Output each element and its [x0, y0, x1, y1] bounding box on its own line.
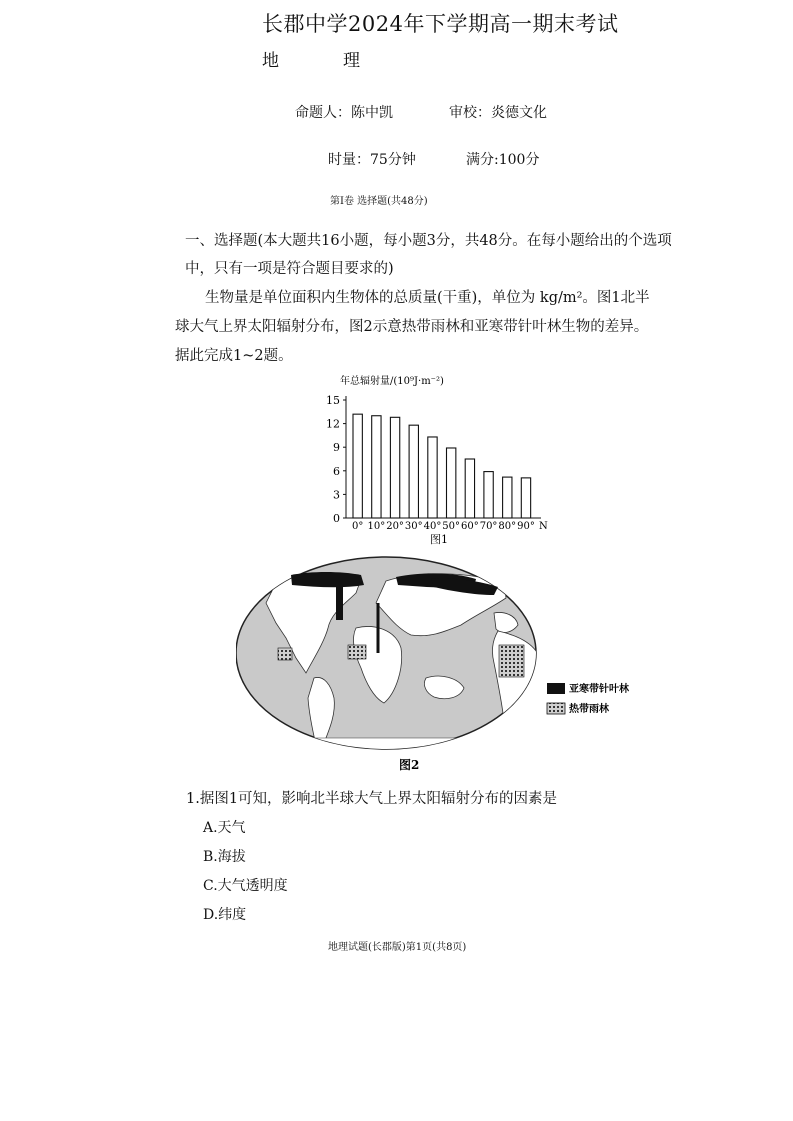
bar-8 [503, 477, 512, 518]
y-tick-label: 6 [333, 464, 340, 478]
x-tick-label: 30° [404, 521, 423, 532]
legend-swatch-rainforest [547, 703, 565, 714]
question1-option-d[interactable]: D.纬度 [203, 907, 247, 923]
bar-7 [484, 472, 493, 518]
x-tick-label: 40° [423, 521, 442, 532]
x-tick-label: 60° [461, 521, 479, 532]
passage-line2: 球大气上界太阳辐射分布，图2示意热带雨林和亚寒带针叶林生物的差异。 [175, 319, 649, 335]
section-heading-line1: 一、选择题(本大题共16小题，每小题3分，共48分。在每小题给出的个选项 [185, 233, 672, 249]
score-line: 满分:100分 [466, 152, 540, 168]
section-heading-line2: 中，只有一项是符合题目要求的) [185, 261, 394, 277]
bar-5 [447, 448, 456, 518]
legend-label-rainforest: 热带雨林 [569, 704, 609, 715]
legend-label-boreal: 亚寒带针叶林 [569, 684, 629, 695]
legend-swatch-boreal [547, 683, 565, 694]
bar-2 [390, 417, 399, 518]
x-tick-label: 10° [367, 521, 386, 532]
chart-caption: 图1 [430, 533, 448, 546]
map-caption: 图2 [399, 758, 420, 772]
author-line: 命题人：陈中凯 [295, 105, 393, 121]
y-tick-label: 3 [333, 488, 340, 502]
time-line: 时量：75分钟 [328, 152, 416, 168]
x-tick-label: 20° [386, 521, 404, 532]
passage-line3: 据此完成1~2题。 [175, 348, 293, 364]
figure2-world-map [236, 553, 656, 775]
figure1-bar-chart [315, 372, 555, 548]
map-legend [547, 682, 630, 715]
question1-option-c[interactable]: C.大气透明度 [203, 878, 288, 894]
bar-1 [372, 416, 381, 518]
exam-title: 长郡中学2024年下学期高一期末考试 [262, 12, 619, 36]
x-tick-label: 80° [498, 521, 517, 532]
bar-0 [353, 414, 362, 518]
bar-9 [521, 478, 530, 518]
x-tick-label: 0° [351, 521, 364, 532]
bar-4 [428, 437, 437, 518]
chart-title: 年总辐射量/(10⁹J·m⁻²) [340, 376, 444, 387]
subject-char-1: 地 [262, 51, 279, 71]
x-tick-label: 50° [442, 521, 461, 532]
subject-char-2: 理 [343, 51, 360, 71]
bar-3 [409, 425, 418, 518]
y-tick-label: 9 [333, 441, 340, 455]
passage-line1: 生物量是单位面积内生物体的总质量(干重)，单位为 kg/m²。图1北半 [205, 290, 650, 306]
x-unit-label: N [539, 521, 548, 532]
x-tick-label: 70° [479, 521, 498, 532]
page-footer: 地理试题(长郡版)第1页(共8页) [328, 942, 467, 953]
bar-6 [465, 459, 474, 518]
question1-stem: 1.据图1可知，影响北半球大气上界太阳辐射分布的因素是 [186, 791, 558, 807]
y-tick-label: 0 [333, 512, 340, 525]
x-tick-label: 90° [517, 521, 535, 532]
y-tick-label: 12 [326, 417, 340, 431]
reviewer-line: 审校：炎德文化 [449, 105, 547, 121]
question1-option-b[interactable]: B.海拔 [203, 849, 246, 865]
volume-title: 第Ⅰ卷 选择题(共48分) [330, 196, 428, 207]
question1-option-a[interactable]: A.天气 [203, 820, 246, 836]
y-tick-label: 15 [326, 394, 340, 407]
